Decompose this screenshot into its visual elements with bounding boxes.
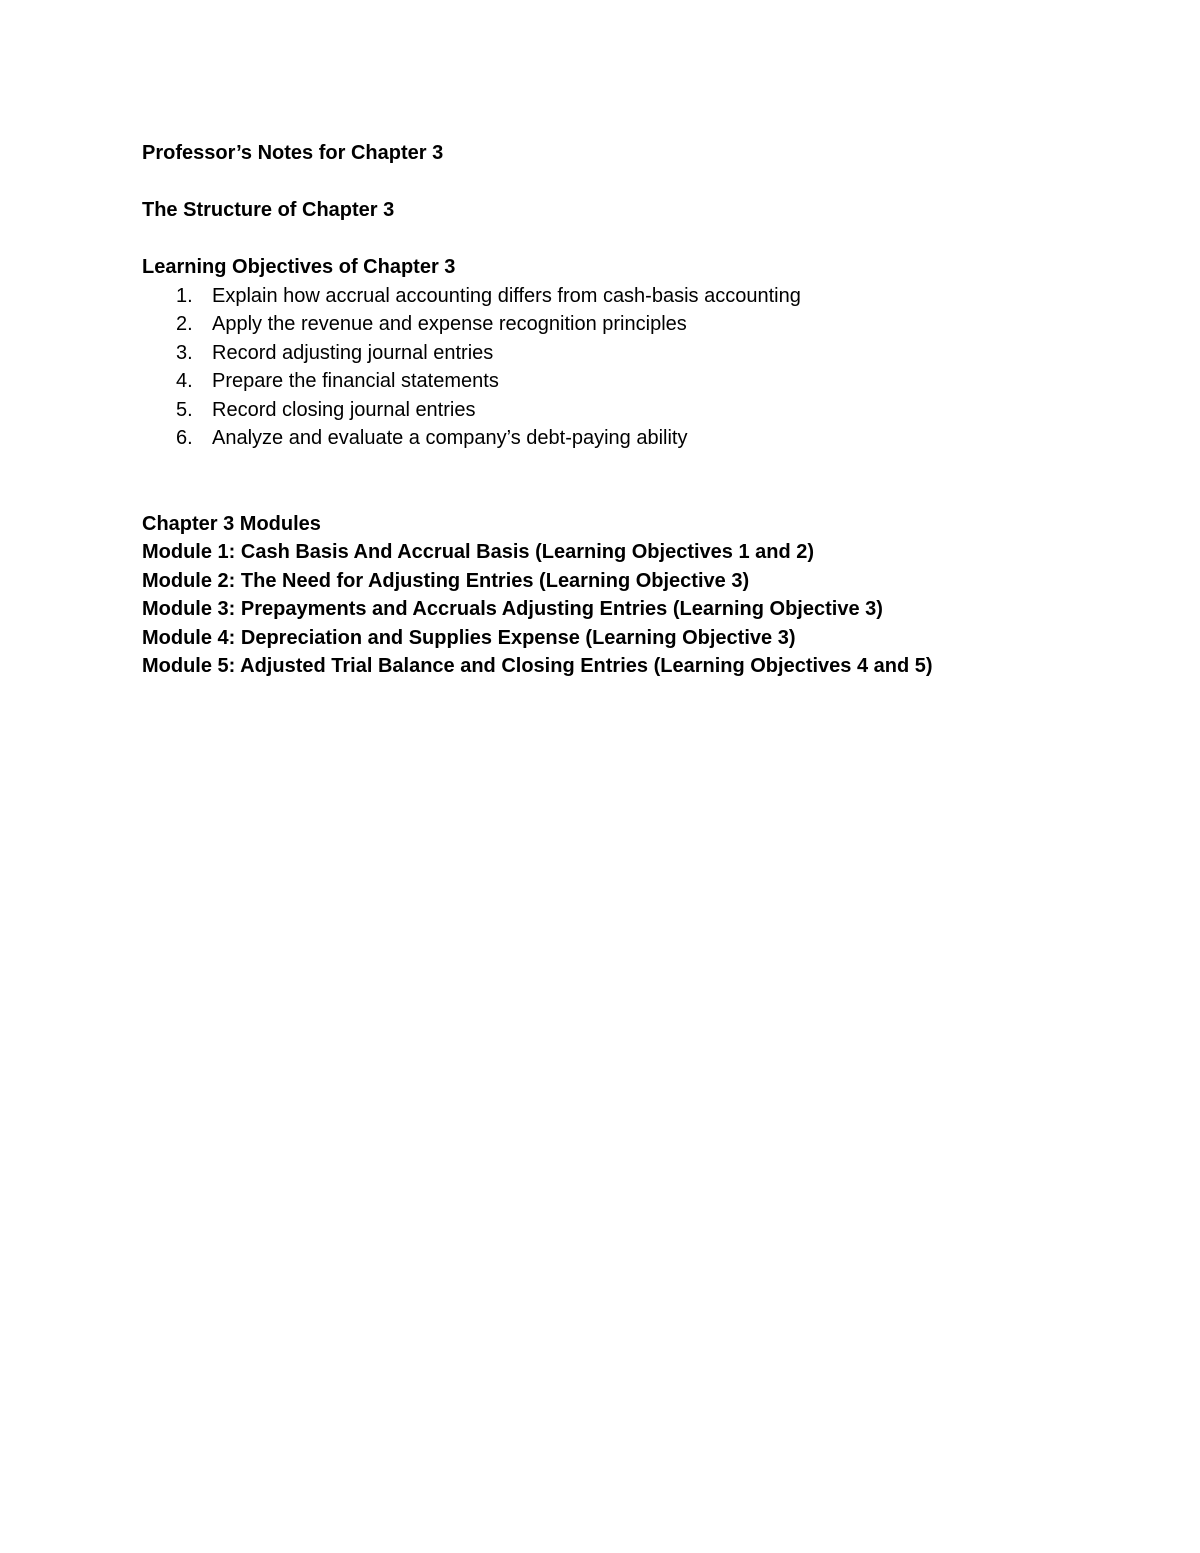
objective-text: Analyze and evaluate a company’s debt-paying ability: [212, 427, 688, 449]
objective-number: 1.: [176, 284, 193, 307]
structure-heading: The Structure of Chapter 3: [142, 199, 395, 221]
objective-text: Record adjusting journal entries: [212, 341, 494, 364]
list-item: [142, 339, 1122, 368]
objective-text: Explain how accrual accounting differs from cash-basis accounting: [212, 284, 801, 307]
module-item: Module 4: Depreciation and Supplies Expense (Learning Objective 3): [142, 626, 796, 649]
objective-text: Prepare the financial statements: [212, 370, 499, 392]
objective-number: 5.: [176, 398, 193, 421]
list-item: [142, 424, 1122, 453]
module-item: Module 5: Adjusted Trial Balance and Closing Entries (Learning Objectives 4 and 5): [142, 655, 933, 677]
objective-number: 2.: [176, 313, 193, 335]
document-title: Professor’s Notes for Chapter 3: [142, 142, 444, 164]
objective-number: 3.: [176, 341, 193, 364]
objective-number: 6.: [176, 427, 193, 449]
list-item: [142, 282, 1122, 311]
module-item: Module 3: Prepayments and Accruals Adjusting Entries (Learning Objective 3): [142, 598, 883, 620]
objectives-heading: Learning Objectives of Chapter 3: [142, 256, 456, 278]
list-item: [142, 367, 1122, 396]
objective-text: Apply the revenue and expense recognition principles: [212, 313, 687, 335]
list-item: [142, 310, 1122, 339]
objectives-list: [142, 282, 1122, 453]
modules-heading: Chapter 3 Modules: [142, 512, 321, 535]
list-item: [142, 396, 1122, 425]
document-content: [142, 139, 1122, 681]
module-item: Module 1: Cash Basis And Accrual Basis (Learning Objectives 1 and 2): [142, 541, 815, 563]
modules-list: [142, 538, 1122, 681]
module-item: Module 2: The Need for Adjusting Entries (Learning Objective 3): [142, 569, 750, 592]
objective-text: Record closing journal entries: [212, 398, 476, 421]
objective-number: 4.: [176, 370, 193, 392]
